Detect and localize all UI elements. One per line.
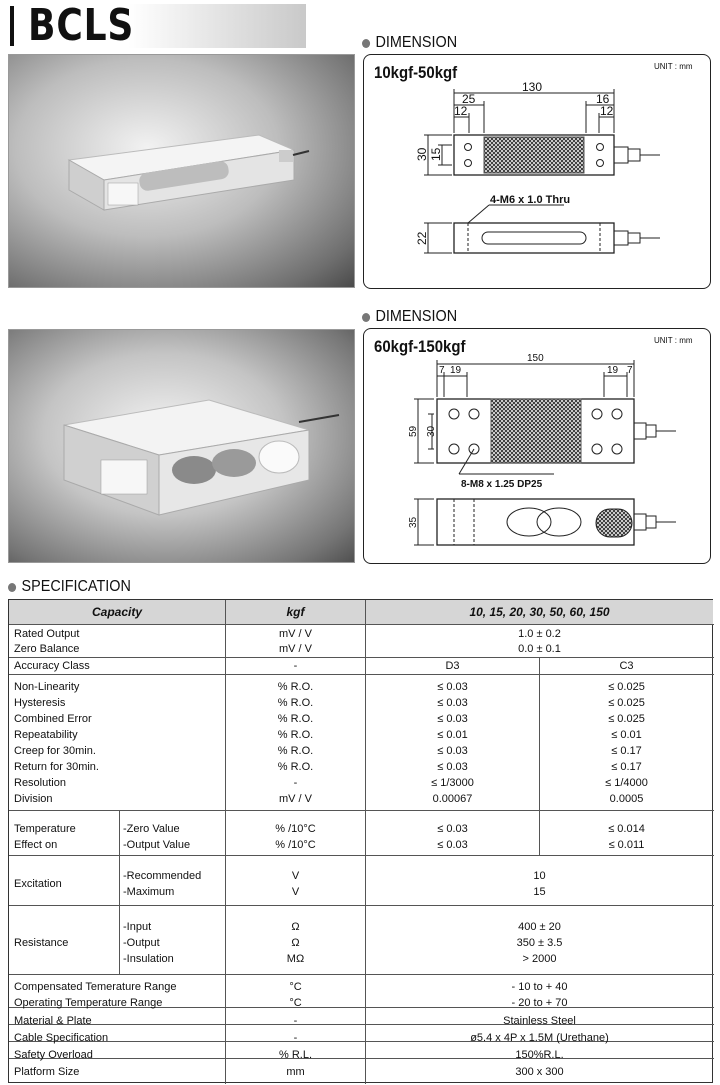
temp-sub-2: -Output Value: [123, 839, 191, 851]
row-label: Resolution: [14, 777, 66, 789]
row-label: Return for 30min.: [14, 761, 99, 773]
load-cell-photo-large: [8, 329, 355, 563]
row-unit: % R.O.: [277, 745, 314, 757]
specification-table: [8, 599, 713, 1083]
excitation-label: Excitation: [14, 878, 62, 890]
row-label: Creep for 30min.: [14, 745, 96, 757]
row-unit: % R.O.: [277, 729, 314, 741]
resistance-unit-2: Ω: [291, 937, 300, 949]
dim-h30: 30: [415, 147, 429, 161]
resistance-value-1: 400 ± 20: [518, 921, 561, 933]
dim-total: 130: [522, 80, 543, 94]
row-unit: mV / V: [278, 643, 312, 655]
excitation-unit-1: V: [291, 870, 300, 882]
row-unit: -: [293, 1032, 298, 1044]
row-value: 0.0 ± 0.1: [518, 643, 561, 655]
temp-unit-1: % /10°C: [275, 823, 316, 835]
dimension-heading-1: [362, 34, 457, 52]
row-c3: C3: [619, 660, 634, 672]
dim-h15: 15: [429, 147, 443, 161]
unit-label: UNIT : mm: [654, 62, 693, 71]
dim-right: 16: [596, 92, 610, 106]
row-d3: ≤ 0.03: [437, 713, 468, 725]
dimension-drawing-10-50: [363, 54, 711, 289]
row-d3: 0.00067: [432, 793, 473, 805]
row-d3: ≤ 0.03: [437, 761, 468, 773]
thread-callout: 8-M8 x 1.25 DP25: [461, 479, 543, 490]
dim-l19: 19: [450, 365, 462, 376]
row-label: Zero Balance: [14, 643, 80, 655]
row-label: Operating Temperature Range: [14, 997, 163, 1009]
dim-h22: 22: [415, 231, 429, 245]
row-d3: ≤ 1/3000: [431, 777, 474, 789]
row-unit: % R.O.: [277, 681, 314, 693]
row-d3: D3: [445, 660, 460, 672]
row-c3: 0.0005: [609, 793, 644, 805]
resistance-label: Resistance: [14, 937, 69, 949]
temp-d3-1: ≤ 0.03: [437, 823, 468, 835]
row-unit: % R.L.: [278, 1049, 312, 1061]
specification-heading: [8, 578, 131, 596]
row-label: Platform Size: [14, 1066, 80, 1078]
row-label: Safety Overload: [14, 1049, 93, 1061]
row-unit: mm: [286, 1066, 305, 1078]
row-c3: ≤ 0.025: [608, 697, 645, 709]
temp-label-1: Temperature: [14, 823, 76, 835]
resistance-sub-3: -Insulation: [123, 953, 174, 965]
row-value: - 10 to + 40: [511, 981, 568, 993]
row-unit: mV / V: [278, 628, 312, 640]
dim-h59: 59: [408, 425, 419, 437]
title-rule: [10, 6, 14, 46]
row-c3: ≤ 0.17: [611, 761, 642, 773]
row-unit: % R.O.: [277, 713, 314, 725]
dim-h30: 30: [426, 425, 437, 437]
row-c3: ≤ 0.01: [611, 729, 642, 741]
header-value: 10, 15, 20, 30, 50, 60, 150: [366, 600, 713, 624]
temp-label-2: Effect on: [14, 839, 58, 851]
load-cell-photo-small: [8, 54, 355, 288]
row-unit: °C: [289, 981, 302, 993]
dim-h35: 35: [408, 516, 419, 528]
row-label: Rated Output: [14, 628, 80, 640]
dimension-drawing-60-150: [363, 328, 711, 564]
resistance-unit-3: MΩ: [286, 953, 305, 965]
row-label: Repeatability: [14, 729, 78, 741]
dim-r12: 12: [600, 104, 614, 118]
row-unit: °C: [289, 997, 302, 1009]
resistance-value-2: 350 ± 3.5: [516, 937, 563, 949]
dim-total: 150: [527, 353, 544, 364]
dimension-heading-text: DIMENSION: [375, 34, 458, 51]
dim-r7: 7: [627, 365, 633, 376]
temp-unit-2: % /10°C: [275, 839, 316, 851]
thread-callout: 4-M6 x 1.0 Thru: [490, 194, 571, 206]
temp-sub-1: -Zero Value: [123, 823, 180, 835]
excitation-value-1: 10: [533, 870, 546, 882]
dimension-heading-2: [362, 308, 457, 326]
row-unit: % R.O.: [277, 697, 314, 709]
dimension-heading-text: DIMENSION: [375, 308, 458, 325]
row-c3: ≤ 0.17: [611, 745, 642, 757]
specification-heading-text: SPECIFICATION: [21, 578, 131, 595]
resistance-value-3: > 2000: [522, 953, 557, 965]
dimension-range: 60kgf-150kgf: [374, 337, 466, 356]
temp-d3-2: ≤ 0.03: [437, 839, 468, 851]
dim-l12: 12: [454, 104, 468, 118]
unit-label: UNIT : mm: [654, 336, 693, 345]
row-unit: -: [293, 660, 298, 672]
row-unit: -: [293, 1015, 298, 1027]
row-unit: mV / V: [278, 793, 312, 805]
row-value: 300 x 300: [515, 1066, 564, 1078]
dim-r19: 19: [607, 365, 619, 376]
excitation-sub-1: -Recommended: [123, 870, 202, 882]
row-value: - 20 to + 70: [511, 997, 568, 1009]
row-unit: -: [293, 777, 298, 789]
row-label: Material & Plate: [14, 1015, 92, 1027]
row-value: 1.0 ± 0.2: [518, 628, 561, 640]
row-d3: ≤ 0.03: [437, 697, 468, 709]
bullet-icon: [362, 39, 370, 48]
excitation-value-2: 15: [533, 886, 546, 898]
header-capacity: Capacity: [9, 600, 225, 624]
excitation-sub-2: -Maximum: [123, 886, 175, 898]
bullet-icon: [362, 313, 370, 322]
dim-l7: 7: [439, 365, 445, 376]
bullet-icon: [8, 583, 16, 592]
row-c3: ≤ 0.025: [608, 681, 645, 693]
dimension-range: 10kgf-50kgf: [374, 63, 458, 82]
row-d3: ≤ 0.03: [437, 745, 468, 757]
row-value: ø5.4 x 4P x 1.5M (Urethane): [470, 1032, 609, 1044]
resistance-sub-2: -Output: [123, 937, 160, 949]
row-c3: ≤ 1/4000: [605, 777, 648, 789]
row-label: Combined Error: [14, 713, 92, 725]
row-label: Accuracy Class: [14, 660, 90, 672]
dim-left: 25: [462, 92, 476, 106]
row-value: 150%R.L.: [515, 1049, 564, 1061]
row-label: Cable Specification: [14, 1032, 109, 1044]
page-title: BCLS: [28, 0, 135, 51]
resistance-sub-1: -Input: [123, 921, 152, 933]
row-label: Division: [14, 793, 53, 805]
row-d3: ≤ 0.03: [437, 681, 468, 693]
resistance-unit-1: Ω: [291, 921, 300, 933]
row-value: Stainless Steel: [503, 1015, 576, 1027]
row-label: Compensated Temerature Range: [14, 981, 177, 993]
row-d3: ≤ 0.01: [437, 729, 468, 741]
row-c3: ≤ 0.025: [608, 713, 645, 725]
temp-c3-1: ≤ 0.014: [608, 823, 645, 835]
temp-c3-2: ≤ 0.011: [608, 839, 645, 851]
header-unit: kgf: [226, 600, 365, 624]
row-unit: % R.O.: [277, 761, 314, 773]
excitation-unit-2: V: [291, 886, 300, 898]
row-label: Non-Linearity: [14, 681, 80, 693]
row-label: Hysteresis: [14, 697, 66, 709]
